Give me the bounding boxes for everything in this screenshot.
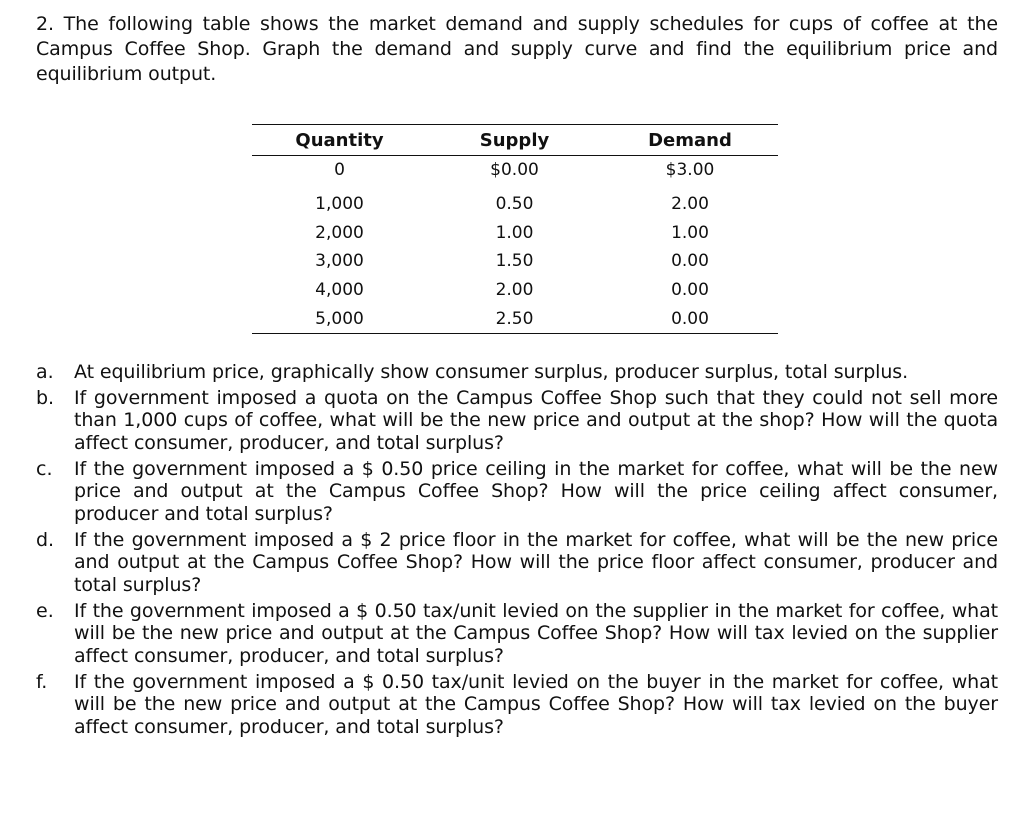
cell-supply: 2.50 [427, 304, 602, 333]
question-item [36, 671, 998, 739]
header-supply: Supply [427, 125, 602, 156]
question-list [36, 361, 998, 742]
question-text: If government imposed a quota on the Campus Coffee Shop such that they could not sell more than 1,000 cups of coffee, what will be the new price and output at the shop? How will the quota affect consumer, producer, and total surplus? [74, 386, 998, 454]
cell-demand: 0.00 [602, 304, 778, 333]
question-label: e. [36, 599, 54, 622]
table-row [252, 276, 778, 305]
cell-quantity: 5,000 [252, 304, 427, 333]
cell-supply: $0.00 [490, 160, 539, 180]
header-demand: Demand [602, 125, 778, 156]
cell-supply: 0.50 [495, 194, 534, 215]
cell-quantity: 4,000 [315, 280, 364, 301]
question-text: If the government imposed a $ 0.50 tax/unit levied on the supplier in the market for coffee, what will be the new price and output at the Campus Coffee Shop? How will tax levied on the supplier affect consumer, producer, and total surplus? [74, 599, 998, 667]
question-item [36, 361, 998, 384]
question-label: c. [36, 457, 53, 480]
problem-statement: 2. The following table shows the market demand and supply schedules for cups of coffee at the Campus Coffee Shop. Graph the demand and supply curve and find the equilibrium price and equilibrium output. [36, 13, 998, 85]
cell-quantity: 2,000 [315, 222, 364, 243]
cell-quantity: 0 [334, 160, 345, 180]
table-row [252, 219, 778, 248]
question-item [36, 458, 998, 526]
cell-demand: 1.00 [671, 222, 709, 243]
cell-demand: 0.00 [671, 251, 709, 272]
cell-demand: 0.00 [671, 280, 709, 301]
table-row [252, 304, 778, 333]
cell-quantity: 1,000 [315, 194, 364, 215]
header-quantity: Quantity [252, 125, 427, 156]
cell-quantity: 3,000 [315, 251, 364, 272]
question-label: b. [36, 386, 55, 409]
table-row [252, 184, 778, 219]
cell-supply: 1.00 [495, 222, 534, 243]
cell-supply: 1.50 [495, 251, 534, 272]
question-label: d. [36, 528, 55, 551]
question-text: If the government imposed a $ 0.50 tax/unit levied on the buyer in the market for coffee, what will be the new price and output at the Campus Coffee Shop? How will tax levied on the buyer affect consumer, producer, and total surplus? [74, 670, 998, 738]
question-label: f. [36, 670, 48, 693]
question-text: If the government imposed a $ 0.50 price ceiling in the market for coffee, what will be the new price and output at the Campus Coffee Shop? How will the price ceiling affect consumer, producer and total surplus? [74, 457, 998, 525]
question-text: If the government imposed a $ 2 price floor in the market for coffee, what will be the new price and output at the Campus Coffee Shop? How will the price floor affect consumer, producer and total surplus? [74, 528, 998, 596]
supply-demand-table [252, 124, 778, 334]
question-item [36, 387, 998, 455]
schedule-table-container [252, 124, 778, 334]
question-item [36, 529, 998, 597]
table-row [252, 156, 778, 185]
cell-demand: $3.00 [665, 160, 715, 180]
question-label: a. [36, 361, 54, 383]
question-item [36, 600, 998, 668]
cell-demand: 2.00 [671, 194, 709, 215]
table-header-row [252, 125, 778, 156]
cell-supply: 2.00 [495, 280, 534, 301]
question-text: At equilibrium price, graphically show consumer surplus, producer surplus, total surplus. [74, 361, 909, 383]
table-row [252, 247, 778, 276]
